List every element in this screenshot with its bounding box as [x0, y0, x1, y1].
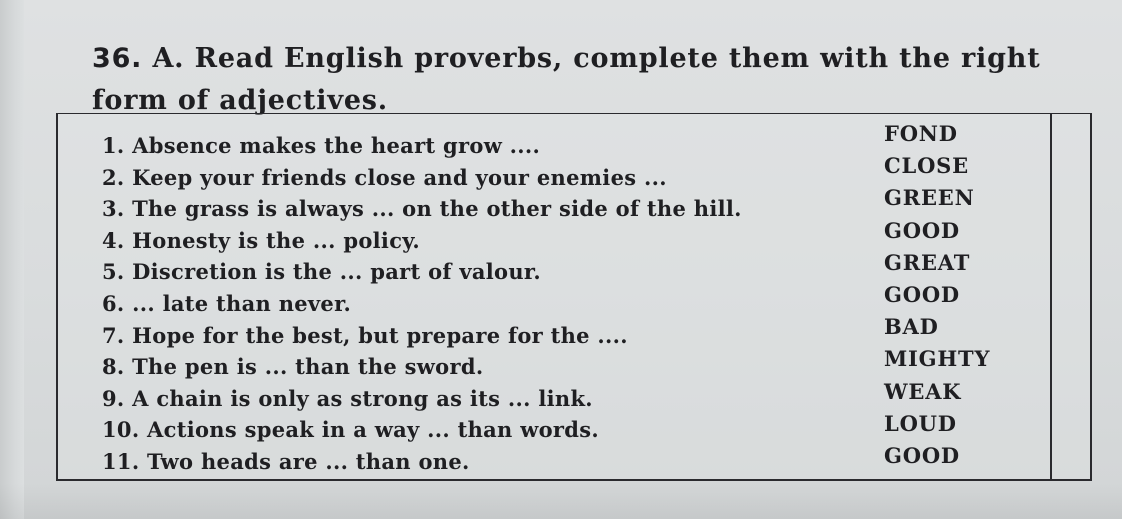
adjective-item: GOOD [884, 442, 960, 468]
exercise-heading [92, 38, 1072, 122]
page-bottom-shadow [0, 483, 1122, 519]
exercise-instruction: A. Read English proverbs, complete them with the right form of adjectives. [92, 43, 1041, 116]
adjective-item: GREAT [884, 249, 971, 275]
proverb-item: 9. A chain is only as strong as its ... link. [102, 385, 593, 411]
adjective-item: LOUD [884, 410, 957, 436]
adjective-list [884, 118, 990, 472]
proverb-list [102, 130, 742, 478]
exercise-number: 36. [92, 43, 143, 74]
proverb-item: 11. Two heads are ... than one. [102, 448, 470, 474]
adjective-item: FOND [884, 121, 958, 146]
proverb-item: 3. The grass is always ... on the other side of the hill. [102, 196, 742, 222]
adjective-item: GREEN [884, 185, 975, 211]
proverb-item: 10. Actions speak in a way ... than words. [102, 417, 599, 443]
adjective-item: MIGHTY [884, 346, 991, 372]
adjective-item: WEAK [884, 378, 962, 404]
proverb-item: 8. The pen is ... than the sword. [102, 354, 484, 380]
adjective-item: CLOSE [884, 153, 969, 179]
proverb-item: 7. Hope for the best, but prepare for the .... [102, 322, 628, 348]
adjective-item: BAD [884, 314, 939, 340]
proverb-item: 6. ... late than never. [102, 290, 352, 316]
table-column-divider [1050, 113, 1052, 481]
page-edge-shadow [0, 0, 24, 519]
adjective-item: GOOD [884, 217, 960, 243]
proverb-item: 1. Absence makes the heart grow .... [102, 133, 541, 158]
proverb-item: 5. Discretion is the ... part of valour. [102, 259, 541, 285]
adjective-item: GOOD [884, 281, 960, 307]
proverb-item: 2. Keep your friends close and your enemies ... [102, 164, 667, 190]
proverb-item: 4. Honesty is the ... policy. [102, 227, 420, 253]
